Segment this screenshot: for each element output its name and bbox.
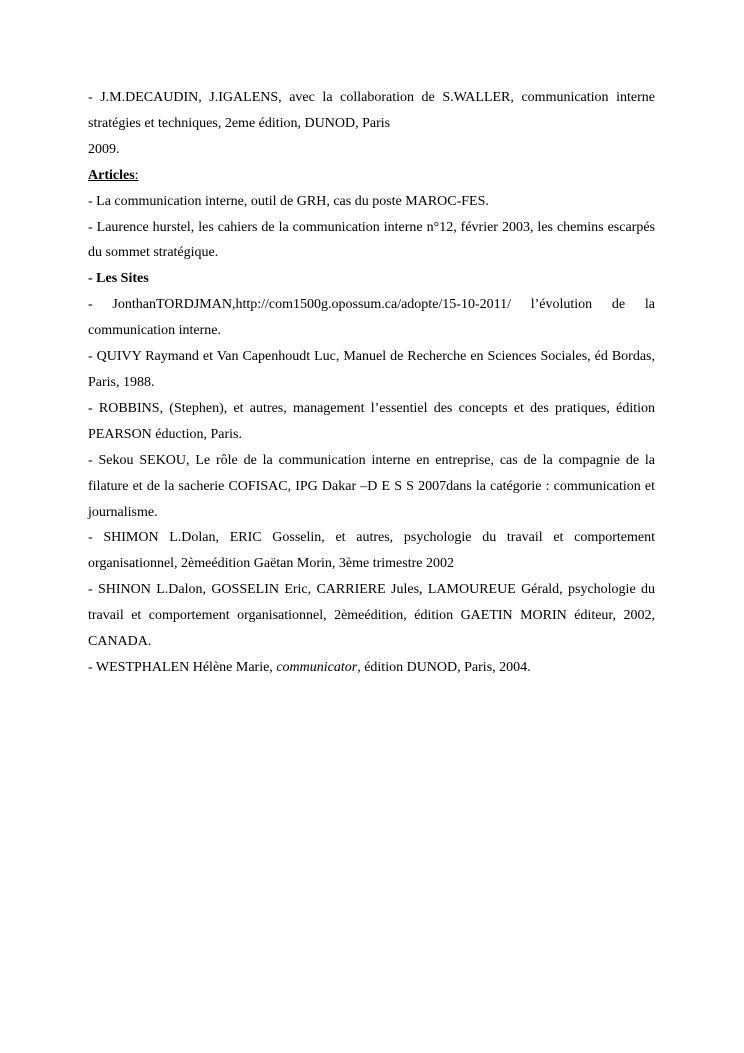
reference-decaudin bbox=[88, 85, 655, 163]
bibliography-section bbox=[88, 85, 655, 681]
articles-heading-colon: : bbox=[134, 167, 139, 183]
reference-westphalen-author: - WESTPHALEN Hélène Marie, bbox=[88, 659, 277, 675]
articles-heading bbox=[88, 163, 655, 189]
sites-heading: - Les Sites bbox=[88, 271, 149, 287]
reference-westphalen bbox=[88, 655, 655, 681]
article-item-maroc-fes: - La communication interne, outil de GRH, cas du poste MAROC-FES. bbox=[88, 193, 489, 209]
reference-decaudin-year: 2009. bbox=[88, 141, 120, 157]
site-item-sekou: - Sekou SEKOU, Le rôle de la communication interne en entreprise, cas de la compagnie de la filature et de la sacherie COFISAC, IPG Dakar –D E S S 2007dans la catégorie : communication et journalisme. bbox=[88, 452, 655, 520]
site-item-shinon: - SHINON L.Dalon, GOSSELIN Eric, CARRIERE Jules, LAMOUREUE Gérald, psychologie du travail et comportement organisationnel, 2èmeédition, édition GAETIN MORIN éditeur, 2002, CANADA. bbox=[88, 582, 655, 650]
site-item-quivy: - QUIVY Raymand et Van Capenhoudt Luc, Manuel de Recherche en Sciences Sociales, éd Bordas, Paris, 1988. bbox=[88, 349, 655, 390]
reference-westphalen-title: communicator bbox=[276, 659, 358, 675]
article-item-hurstel: - Laurence hurstel, les cahiers de la communication interne n°12, février 2003, les chemins escarpés du sommet stratégique. bbox=[88, 219, 655, 261]
site-item-shimon: - SHIMON L.Dolan, ERIC Gosselin, et autres, psychologie du travail et comportement organisationnel, 2èmeédition Gaëtan Morin, 3ème trimestre 2002 bbox=[88, 530, 655, 572]
reference-westphalen-publisher: , édition DUNOD, Paris, 2004. bbox=[357, 659, 531, 675]
articles-heading-label: Articles bbox=[88, 167, 135, 183]
site-item-tordjman: - JonthanTORDJMAN,http://com1500g.opossum.ca/adopte/15-10-2011/ l’évolution de la communication interne. bbox=[88, 297, 655, 339]
reference-decaudin-text: - J.M.DECAUDIN, J.IGALENS, avec la collaboration de S.WALLER, communication interne stratégies et techniques, 2eme édition, DUNOD, Paris bbox=[88, 90, 655, 131]
site-item-robbins: - ROBBINS, (Stephen), et autres, management l’essentiel des concepts et des pratiques, édition PEARSON éduction, Paris. bbox=[88, 400, 655, 442]
